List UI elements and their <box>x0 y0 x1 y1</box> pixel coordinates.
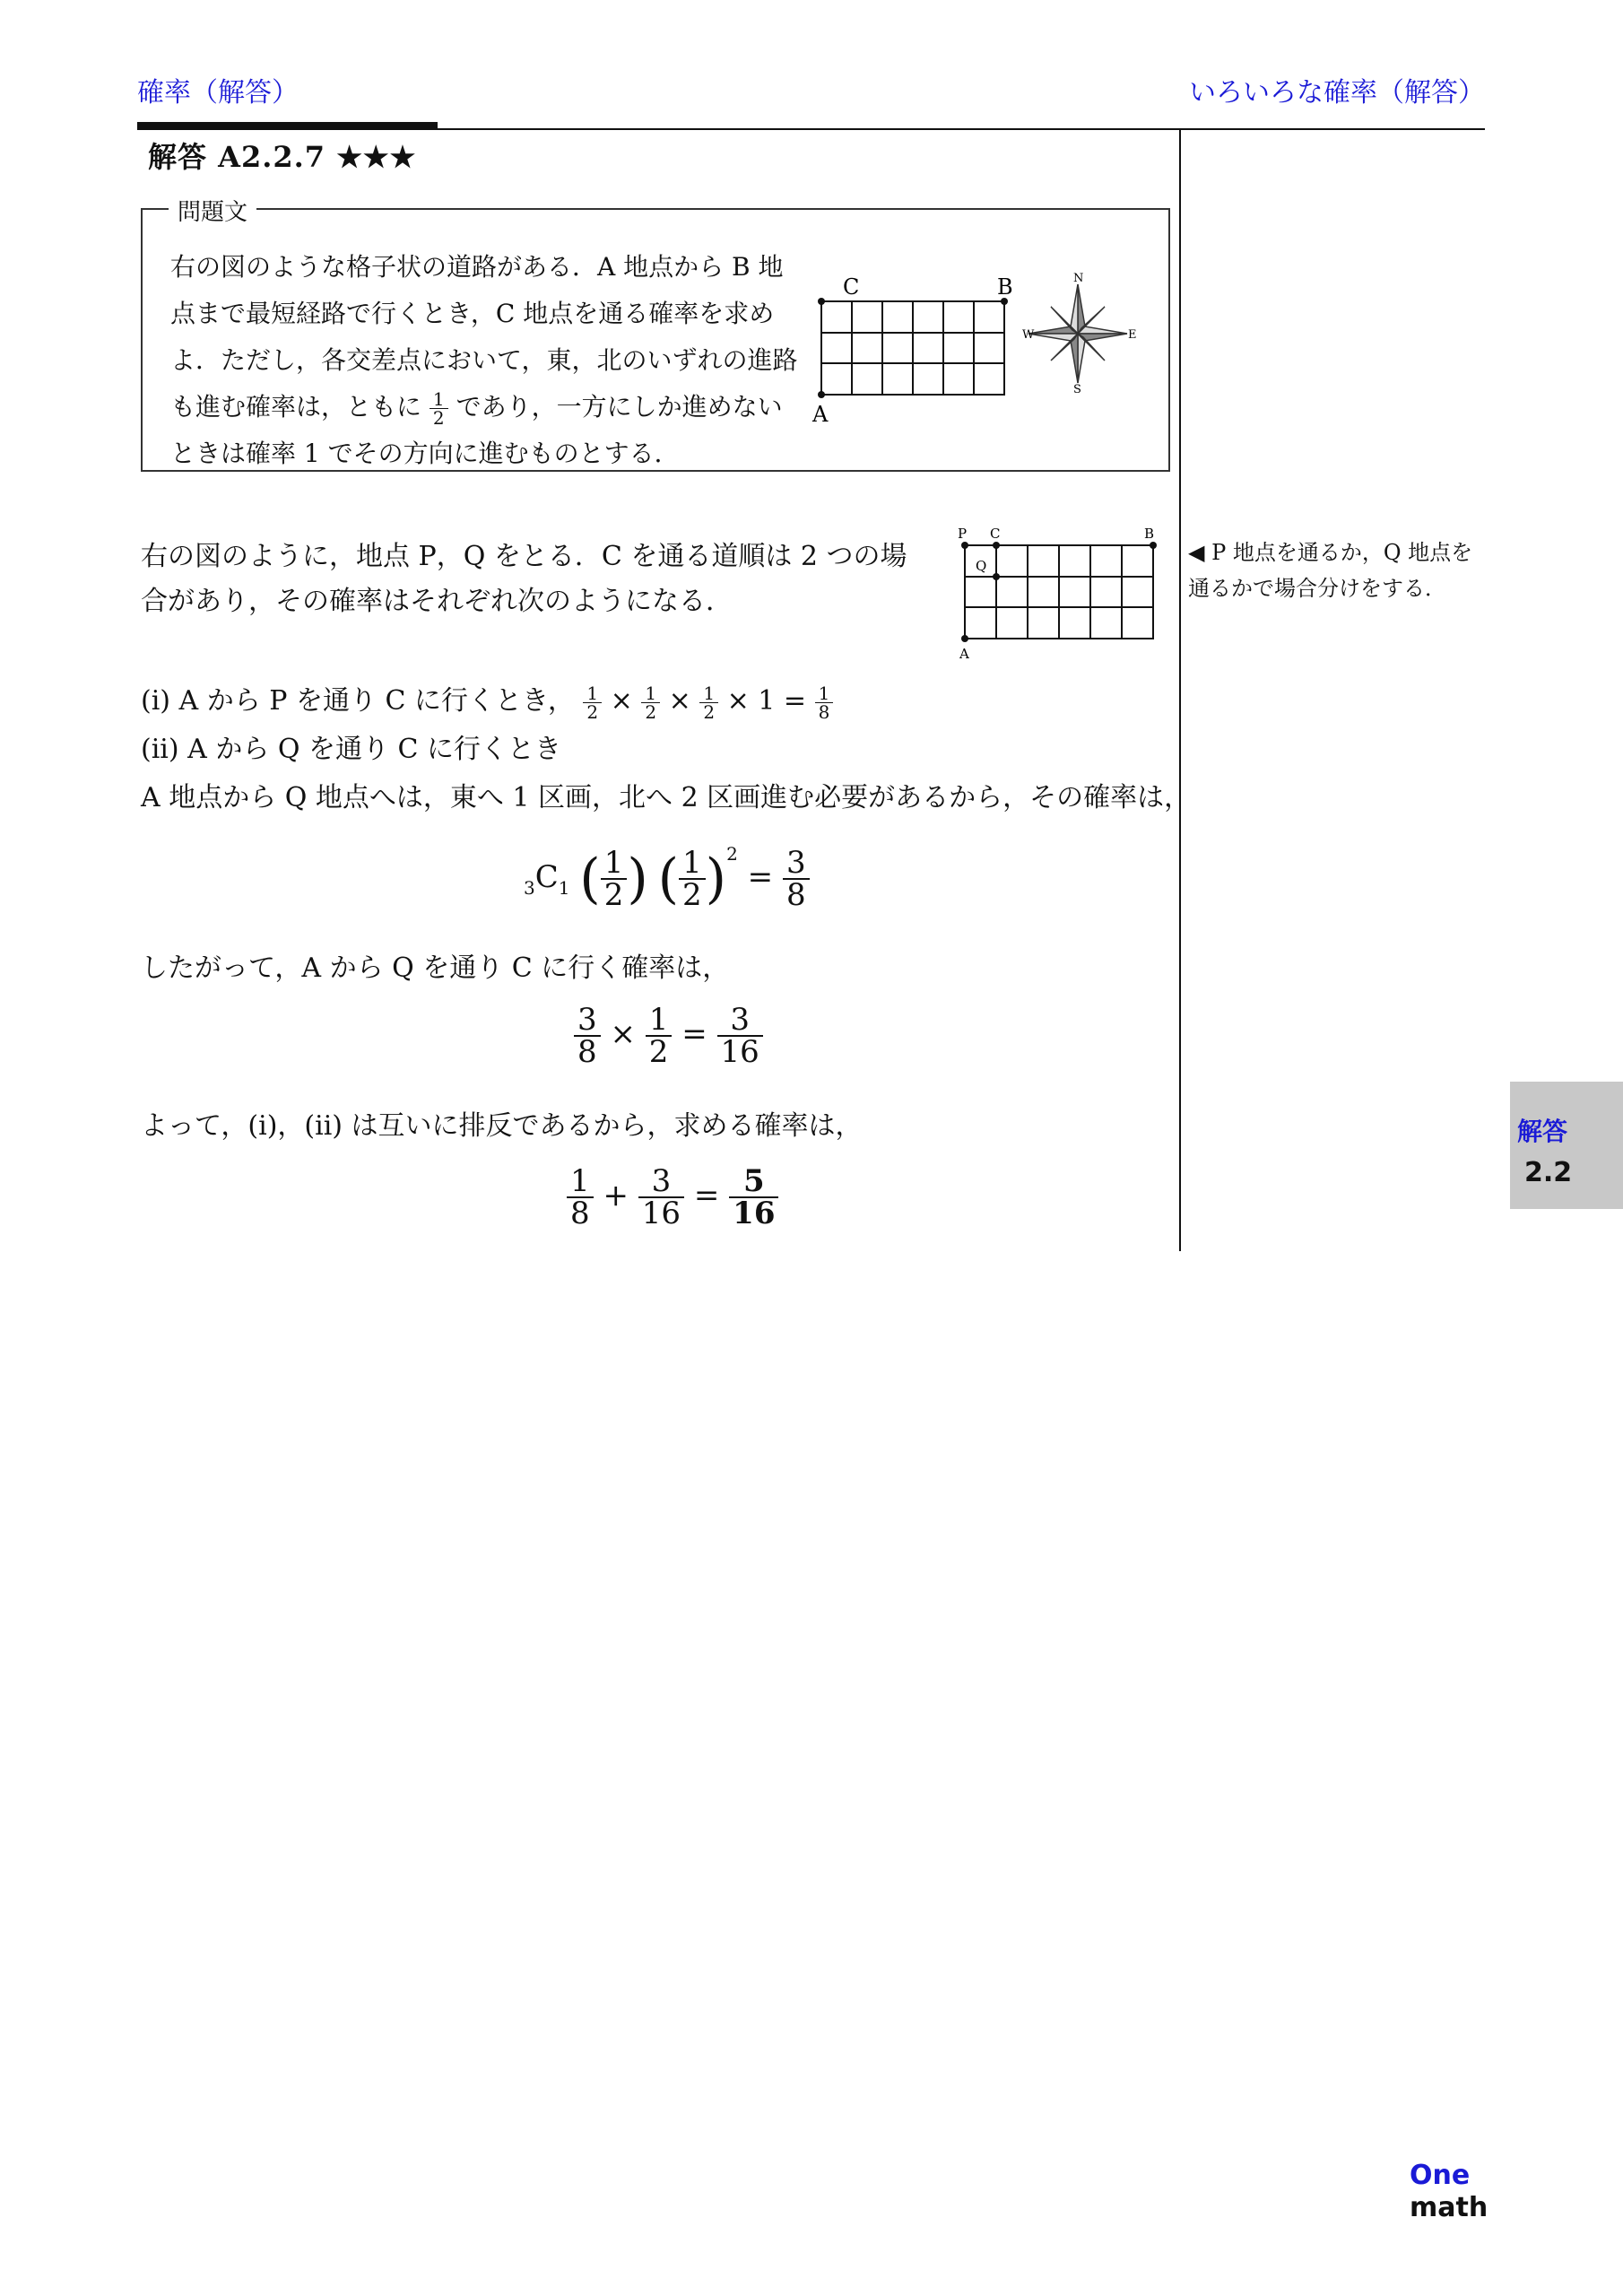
problem-line: も進む確率は，ともに $\frac{1}{2}$ であり，一方にしか進めない <box>170 388 783 429</box>
svg-text:S: S <box>1073 383 1081 395</box>
equation-sum: $\frac{1}{8}$ + $\frac{3}{16}$ = $\frac{5}{16}$ <box>567 1166 778 1229</box>
label-a: A <box>959 646 969 662</box>
label-p: P <box>958 526 968 542</box>
compass-icon <box>1022 269 1139 395</box>
logo: One <box>1410 2160 1471 2191</box>
side-tab-number: 2.2 <box>1524 1157 1573 1188</box>
grid-diagram-pq <box>950 524 1166 667</box>
half-fraction: $\frac{1}{2}$ <box>430 390 448 427</box>
final-intro: よって，(i)，(ii) は互いに排反であるから，求める確率は， <box>141 1110 863 1142</box>
label-b: B <box>1144 526 1155 542</box>
svg-text:E: E <box>1128 328 1137 342</box>
header-left: 確率（解答） <box>137 77 299 109</box>
header-rule-bold <box>137 122 438 130</box>
margin-note: ◀ P 地点を通るか，Q 地点を 通るかで場合分けをする． <box>1188 540 1473 601</box>
case-2: (ii) A から Q を通り C に行くとき <box>141 734 562 765</box>
problem-line: 点まで最短経路で行くとき，C 地点を通る確率を求め <box>170 299 775 328</box>
solution-intro: 右の図のように，地点 P，Q をとる．C を通る道順は 2 つの場 合があり，その確率はそれぞれ次のようになる． <box>141 541 907 617</box>
final-answer: $\frac{5}{16}$ <box>729 1166 778 1229</box>
label-c: C <box>990 526 1001 542</box>
margin-divider <box>1179 130 1181 1251</box>
label-c: C <box>843 274 860 300</box>
label-a: A <box>812 402 829 427</box>
label-b: B <box>997 274 1013 300</box>
case-1: (i) A から P を通り C に行くとき， $\frac{1}{2}$ × $\frac{1}{2}$ × $\frac{1}{2}$ × 1 = $\frac{1}{8}$ <box>141 678 833 721</box>
equation-combination: $_3C_1$ ( $\frac{1}{2}$ ) ( $\frac{1}{2}$ )$^2$ = $\frac{3}{8}$ <box>524 843 810 910</box>
problem-line: 右の図のような格子状の道路がある．A 地点から B 地 <box>170 252 784 282</box>
svg-text:W: W <box>1022 328 1035 342</box>
label-q: Q <box>976 558 987 574</box>
grid-diagram <box>807 269 1022 430</box>
logo-math: math <box>1410 2192 1488 2223</box>
problem-line: よ．ただし，各交差点において，東，北のいずれの進路 <box>170 345 798 375</box>
answer-title: 解答 A2.2.7 ★★★ <box>148 140 417 174</box>
problem-line: ときは確率 1 でその方向に進むものとする． <box>170 439 680 468</box>
then-text: したがって，A から Q を通り C に行く確率は， <box>141 952 730 984</box>
side-tab-label: 解答 <box>1517 1117 1568 1146</box>
header-right: いろいろな確率（解答） <box>1189 77 1485 109</box>
case-2-desc: A 地点から Q 地点へは，東へ 1 区画，北へ 2 区画進む必要があるから，その確率は， <box>141 782 1192 813</box>
problem-label: 問題文 <box>169 194 256 227</box>
problem-text <box>170 244 797 477</box>
svg-text:N: N <box>1073 272 1084 285</box>
equation-product: $\frac{3}{8}$ × $\frac{1}{2}$ = $\frac{3}{16}$ <box>574 1004 763 1067</box>
